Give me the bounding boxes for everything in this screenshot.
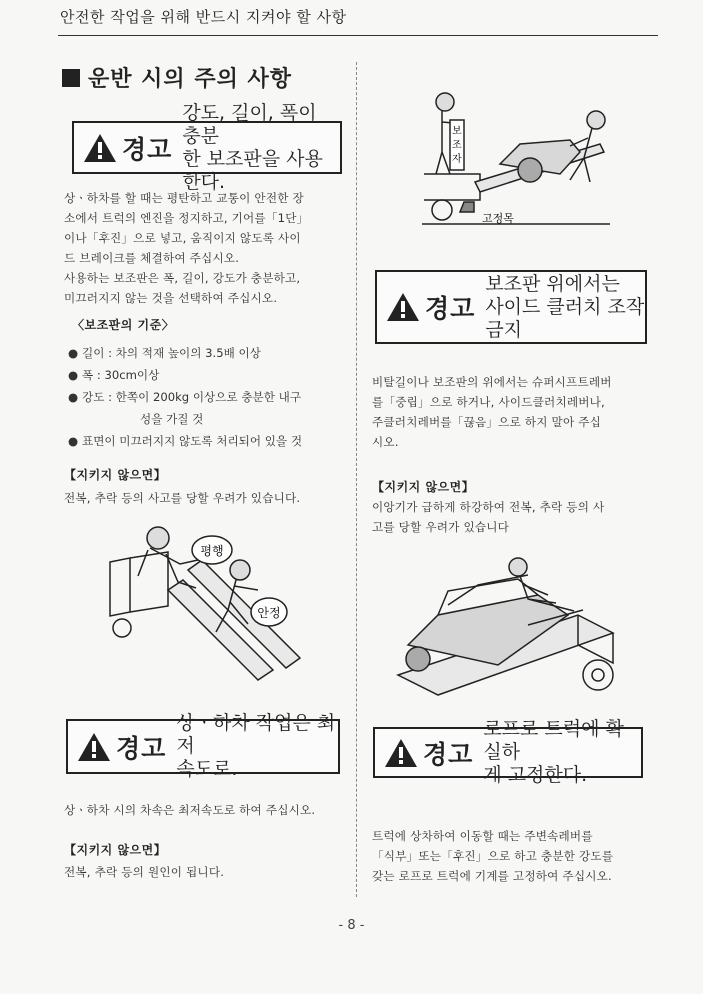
column-divider <box>356 62 357 897</box>
warning-line: 한 보조판을 사용한다. <box>182 147 323 193</box>
if-not-label: 【지키지 않으면】 <box>64 843 167 857</box>
paragraph-line: 트럭에 상차하여 이동할 때는 주변속레버를 <box>372 829 593 843</box>
speech-bubble-parallel: 평행 <box>200 544 224 558</box>
warning-line: 게 고정한다. <box>483 764 588 786</box>
helper-sign-label: 보 조 자 <box>452 126 462 165</box>
if-not-label: 【지키지 않으면】 <box>372 480 475 494</box>
bullet-dot-icon: ● <box>68 346 79 360</box>
speech-bubble-stable: 안정 <box>257 606 281 620</box>
illustration-machine-on-ramp <box>420 82 615 242</box>
paragraph-line: 드 브레이크를 체결하여 주십시오. <box>64 251 240 265</box>
bullet-dot-icon: ● <box>68 368 79 382</box>
warning-word: 경고 <box>116 733 167 763</box>
warning-line: 로프로 트럭에 확실하 <box>483 718 624 763</box>
paragraph-line: 시오. <box>372 435 399 449</box>
bullet-dot-icon: ● <box>68 434 79 448</box>
section-title <box>62 62 292 93</box>
criteria-item: ● 표면이 미끄러지지 않도록 처리되어 있을 것 <box>68 430 348 452</box>
header-divider <box>58 35 658 36</box>
illustration-workers-placing-ramps <box>108 520 308 700</box>
criteria-item: ● 길이 : 차의 적재 높이의 3.5배 이상 <box>68 342 348 364</box>
warning-triangle-icon <box>385 291 421 323</box>
paragraph-line: 「식부」또는「후진」으로 하고 충분한 강도를 <box>372 849 614 863</box>
bullet-dot-icon: ● <box>68 390 79 404</box>
paragraph-line: 를「중립」으로 하거나, 사이드클러치레버나, <box>372 395 605 409</box>
section-title-text: 운반 시의 주의 사항 <box>88 67 292 92</box>
if-not-text <box>372 497 657 537</box>
warning-triangle-icon <box>383 737 419 769</box>
warning-box-board <box>72 101 342 193</box>
warning-word: 경고 <box>122 134 173 164</box>
warning-triangle-icon <box>82 132 118 164</box>
illustration-machine-tied-to-truck <box>378 555 623 710</box>
page-number: - 8 - <box>338 918 365 933</box>
paragraph-line: 이나「후진」으로 넣고, 움직이지 않도록 사이 <box>64 231 301 245</box>
paragraph-rope <box>372 826 657 886</box>
warning-line: 강도, 길이, 폭이 충분 <box>182 101 317 147</box>
chock-label: 고정목 <box>482 212 514 225</box>
if-not-text: 전복, 추락 등의 원인이 됩니다. <box>64 865 225 879</box>
paragraph-line: 미끄러지지 않는 것을 선택하여 주십시오. <box>64 291 278 305</box>
criteria-list <box>68 342 348 452</box>
paragraph-line: 이앙기가 급하게 하강하여 전복, 추락 등의 사 <box>372 500 605 514</box>
paragraph-line: 사용하는 보조판은 폭, 길이, 강도가 충분하고, <box>64 271 301 285</box>
warning-word: 경고 <box>425 294 476 323</box>
warning-line: 속도로. <box>176 758 238 780</box>
warning-line: 상ㆍ하차 작업은 최저 <box>176 712 336 757</box>
criteria-item: ● 폭 : 30cm이상 <box>68 364 348 386</box>
criteria-item: ● 강도 : 한쪽이 200kg 이상으로 충분한 내구 <box>68 386 348 408</box>
criteria-item-continuation: 성을 가질 것 <box>140 412 204 426</box>
if-not-label: 【지키지 않으면】 <box>64 468 167 482</box>
paragraph-line: 고를 당할 우려가 있습니다 <box>372 520 510 534</box>
warning-line: 사이드 클러치 조작 <box>485 295 645 318</box>
if-not-text: 전복, 추락 등의 사고를 당할 우려가 있습니다. <box>64 491 301 505</box>
warning-triangle-icon <box>76 731 112 763</box>
paragraph-side-clutch <box>372 372 657 452</box>
warning-line: 금지 <box>485 318 523 341</box>
warning-box-side-clutch <box>375 270 647 344</box>
warning-line: 보조판 위에서는 <box>485 272 620 295</box>
warning-box-lowest-speed <box>66 712 340 780</box>
paragraph-lowest-speed: 상ㆍ하차 시의 차속은 최저속도로 하여 주십시오. <box>64 803 316 817</box>
square-bullet-icon <box>62 69 80 87</box>
warning-word: 경고 <box>423 739 474 769</box>
paragraph-line: 상ㆍ하차를 할 때는 평탄하고 교통이 안전한 장 <box>64 191 304 205</box>
paragraph-line: 주클러치레버를「끊음」으로 하지 말아 주십 <box>372 415 602 429</box>
page-header-title: 안전한 작업을 위해 반드시 지켜야 할 사항 <box>60 8 347 26</box>
paragraph-line: 소에서 트럭의 엔진을 정지하고, 기어를「1단」 <box>64 211 309 225</box>
criteria-label: 〈보조판의 기준〉 <box>72 318 175 332</box>
warning-box-rope <box>373 718 643 786</box>
paragraph-line: 갖는 로프로 트럭에 기계를 고정하여 주십시오. <box>372 869 612 883</box>
paragraph-line: 비탈길이나 보조판의 위에서는 슈퍼시프트레버 <box>372 375 612 389</box>
paragraph-loading-instructions <box>64 188 349 308</box>
